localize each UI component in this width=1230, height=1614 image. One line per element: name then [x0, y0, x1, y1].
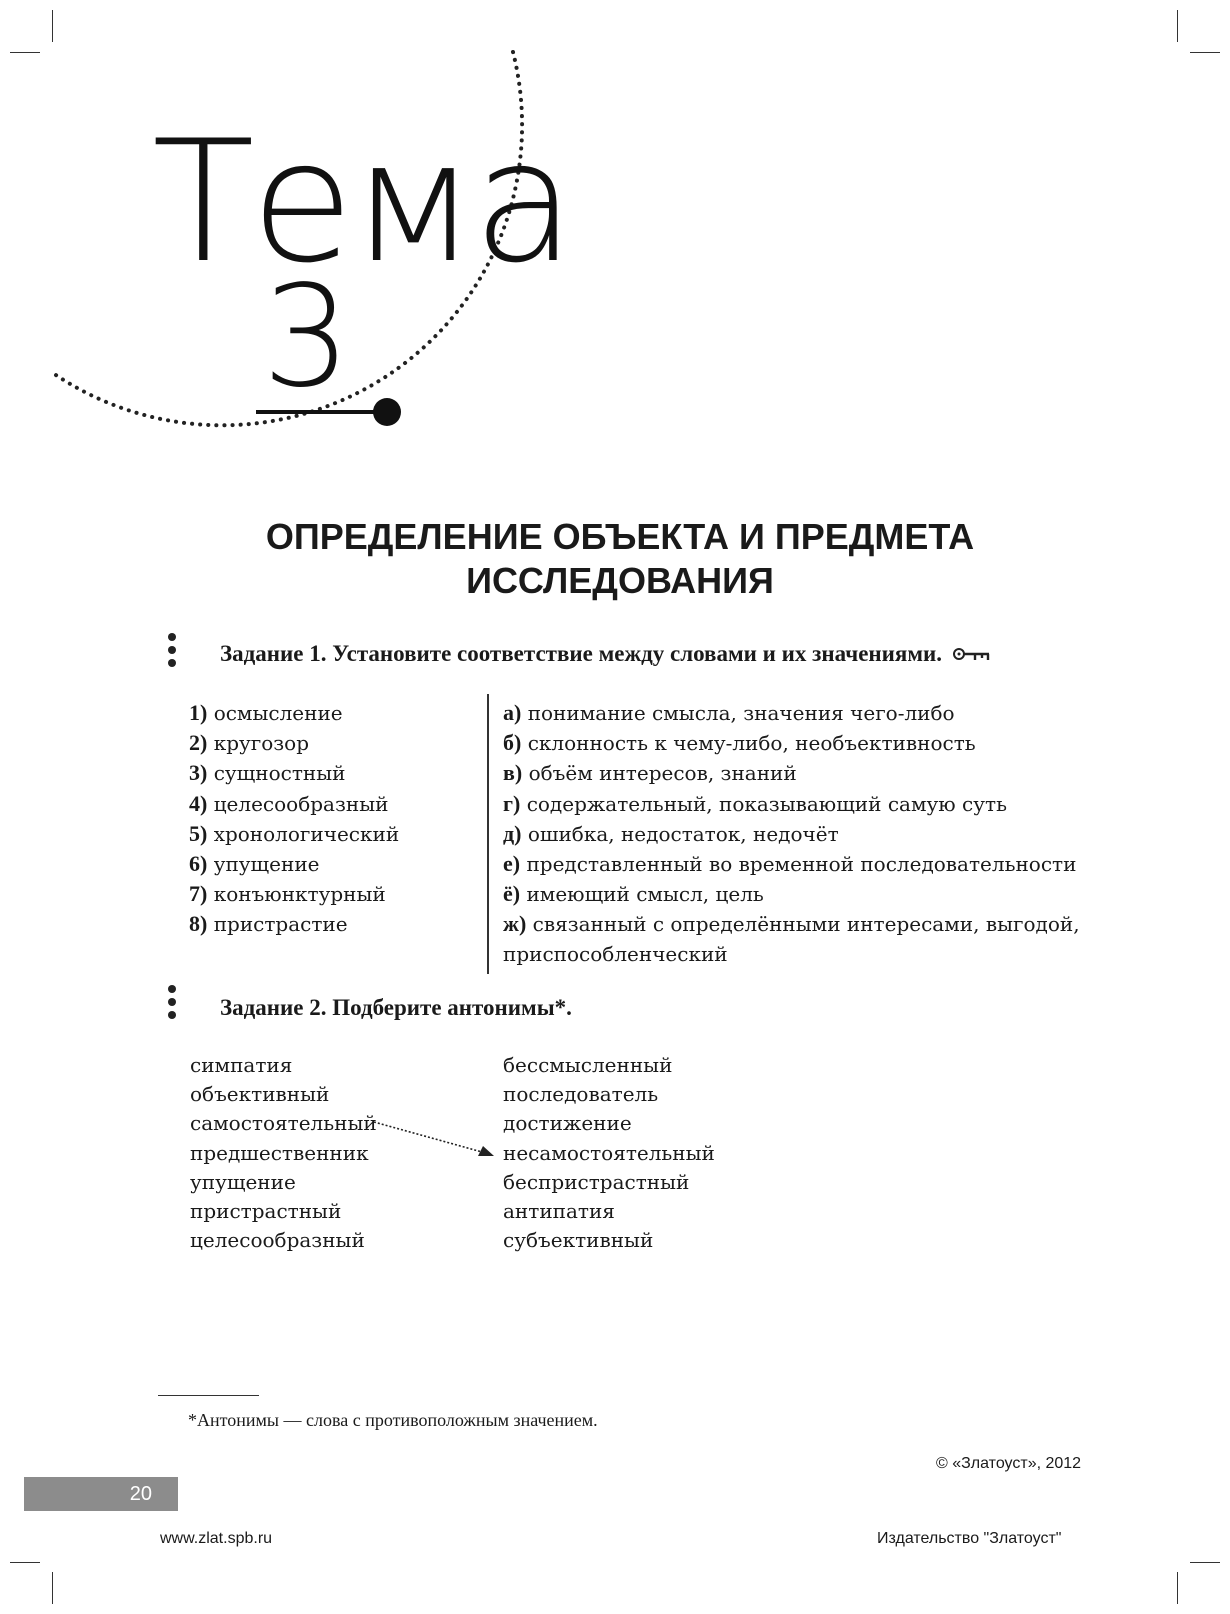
website-link[interactable]: www.zlat.spb.ru	[160, 1530, 273, 1547]
theme-word: Тема	[152, 104, 572, 300]
task1-meanings-list	[503, 698, 1080, 969]
crop-mark	[1177, 10, 1178, 42]
key-icon	[952, 645, 992, 663]
list-item: 5) хронологический	[189, 820, 400, 846]
task1-title-text: Задание 1. Установите соответствие между словами и их значениями.	[220, 641, 943, 666]
list-item: достижение	[503, 1111, 632, 1136]
task1-title	[220, 641, 992, 667]
list-item: беспристрастный	[503, 1169, 690, 1194]
list-item: пристрастный	[190, 1199, 342, 1224]
crop-mark	[1190, 52, 1220, 53]
page-title-line1: ОПРЕДЕЛЕНИЕ ОБЪЕКТА И ПРЕДМЕТА	[265, 516, 975, 557]
list-item: г) содержательный, показывающий самую суть	[503, 790, 1007, 816]
list-item: последователь	[503, 1082, 659, 1107]
task2-words-list	[190, 1051, 377, 1255]
list-item: 6) упущение	[189, 851, 320, 877]
list-item: е) представленный во временной последовательности	[503, 851, 1077, 877]
list-item: ж) связанный с определёнными интересами, выгодой,	[503, 911, 1080, 937]
list-item: 7) конъюнктурный	[189, 881, 386, 907]
list-item: объективный	[190, 1082, 330, 1107]
task2-antonyms-list	[503, 1051, 715, 1255]
list-item: 8) пристрастие	[189, 911, 348, 937]
list-item: ё) имеющий смысл, цель	[503, 881, 764, 907]
page-number: 20	[24, 1477, 178, 1511]
list-item: а) понимание смысла, значения чего-либо	[503, 700, 955, 725]
task1-words-list	[189, 698, 399, 940]
list-item: 2) кругозор	[189, 730, 310, 756]
list-item: бессмысленный	[503, 1053, 673, 1077]
publisher: Издательство "Златоуст"	[877, 1530, 1062, 1547]
list-item: целесообразный	[190, 1228, 365, 1253]
list-item: б) склонность к чему-либо, необъективность	[503, 730, 976, 756]
list-item: 4) целесообразный	[189, 790, 389, 816]
copyright: © «Златоуст», 2012	[936, 1455, 1082, 1472]
crop-mark	[10, 1562, 40, 1563]
task2-title: Задание 2. Подберите антонимы*.	[220, 995, 572, 1020]
list-item: самостоятельный	[190, 1111, 377, 1136]
crop-mark	[1177, 1572, 1178, 1604]
underline-dot	[373, 398, 401, 426]
list-item: предшественник	[190, 1140, 369, 1165]
list-item: 1) осмысление	[189, 700, 343, 725]
list-item-continuation: приспособленческий	[503, 941, 728, 966]
list-item: несамостоятельный	[503, 1140, 715, 1165]
footnote-separator	[158, 1395, 259, 1396]
list-item: упущение	[190, 1169, 296, 1194]
crop-mark	[52, 1572, 53, 1604]
page-title-line2: ИССЛЕДОВАНИЯ	[466, 560, 774, 601]
theme-number: 3	[262, 256, 352, 419]
column-divider	[487, 694, 489, 974]
list-item: субъективный	[503, 1228, 654, 1253]
list-item: 3) сущностный	[189, 760, 346, 786]
list-item: в) объём интересов, знаний	[503, 760, 797, 786]
footnote: *Антонимы — слова с противоположным значением.	[188, 1410, 598, 1430]
task-dots-icon	[168, 633, 178, 672]
crop-mark	[1190, 1562, 1220, 1563]
example-arrow	[370, 1118, 500, 1163]
list-item: симпатия	[190, 1053, 293, 1077]
list-item: антипатия	[503, 1199, 615, 1224]
page-title	[160, 515, 1080, 603]
list-item: д) ошибка, недостаток, недочёт	[503, 820, 839, 846]
task-dots-icon	[168, 985, 178, 1024]
